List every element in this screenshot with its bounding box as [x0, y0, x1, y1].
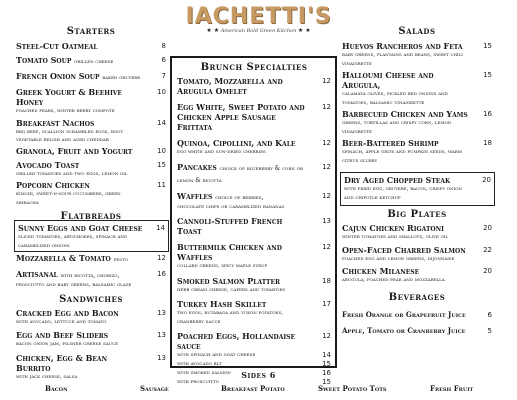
menu-item — [177, 76, 331, 96]
option-price: 16 — [322, 369, 331, 377]
menu-item — [18, 223, 165, 250]
item-name: Popcorn Chicken — [16, 180, 90, 190]
item-description: grilled tomatoes and two eggs, lemon oil — [16, 170, 128, 177]
item-name: Tomato, Mozzarella and Arugula Omelet — [177, 76, 283, 96]
item-name: Fresh Orange or Grapefruit Juice — [342, 309, 466, 319]
menu-item — [16, 87, 166, 116]
item-price: 12 — [322, 191, 331, 200]
item-name: Breakfast Nachos — [16, 117, 95, 128]
item-price: 13 — [157, 353, 166, 362]
menu-item — [16, 253, 166, 265]
item-price: 12 — [322, 139, 331, 147]
item-price: 12 — [322, 162, 331, 171]
menu-item — [177, 299, 331, 326]
menu-item — [16, 308, 166, 327]
menu-item — [16, 180, 166, 207]
item-name: Poached Eggs, Hollandaise sauce — [177, 331, 296, 351]
item-price: 13 — [322, 217, 331, 225]
menu-item — [342, 266, 492, 285]
item-description: with fried egg, gruyere, bacon, crispy onion and chipotle ketchup — [344, 186, 462, 201]
benedict-option: with avocado blt 15 — [177, 360, 331, 368]
menu-item — [16, 330, 166, 349]
item-name: Smoked Salmon Platter — [177, 275, 281, 286]
item-name: Quinoa, Cipollini, and Kale — [177, 138, 296, 148]
item-price: 12 — [322, 103, 331, 111]
salads-heading: Salads — [398, 26, 436, 37]
item-price: 14 — [156, 224, 165, 232]
item-name: Dry Aged Chopped Steak — [344, 175, 451, 185]
item-price: 12 — [157, 254, 166, 262]
item-name: Huevos Rancheros and Feta — [342, 41, 463, 51]
item-name: Turkey Hash Skillet — [177, 299, 267, 309]
menu-item — [16, 55, 166, 67]
menu-item — [177, 191, 331, 212]
item-description: sliced tomatoes, artichokes, spinach and caramelized onions — [18, 234, 128, 249]
item-description: bacon onion jam, pilsner cheese sauce — [16, 341, 119, 347]
item-name: Pancakes choice of blueberry & corn or lemon & ricotta — [177, 161, 304, 184]
item-name: Cannoli-Stuffed French Toast — [177, 216, 283, 236]
item-name: Open-Faced Charred Salmon — [342, 244, 466, 255]
item-price: 16 — [157, 270, 166, 278]
item-description: prosciutto and baby greens, balsamic glaze — [16, 282, 132, 288]
item-name: Chicken Milanese — [342, 266, 420, 276]
restaurant-tagline: American Bold Green Kitchen — [220, 28, 297, 34]
item-price: 6 — [161, 56, 166, 64]
item-price: 12 — [322, 243, 331, 251]
menu-item — [177, 276, 331, 295]
featured-flatbread-box — [14, 220, 169, 252]
item-name: Greek Yogurt & Beehive Honey — [16, 87, 123, 107]
sandwiches-heading: Sandwiches — [59, 293, 123, 305]
item-name: Egg White, Sweet Potato and Chicken Apple Sausage Frittata — [177, 102, 305, 132]
side-item: Breakfast Potato — [221, 384, 285, 393]
item-price: 12 — [322, 77, 331, 85]
right-column-lower — [342, 208, 492, 336]
item-description: herb cream cheese, capers and tomatoes — [177, 286, 286, 293]
item-name: Beer-Battered Shrimp — [342, 138, 439, 148]
item-price: 14 — [157, 118, 166, 127]
item-name: Artisanal with ricotta, chorizo, — [16, 269, 120, 279]
item-description: baby greens, plantains and beans, sweet chili vinaigrette — [342, 52, 463, 67]
menu-item — [342, 326, 492, 336]
item-price: 13 — [157, 308, 166, 317]
item-description: spinach, apple grits and pumpkin seeds, warm citrus slurry — [342, 149, 462, 164]
item-description: with avocado, lettuce and tomato — [16, 318, 107, 325]
right-column — [342, 24, 492, 165]
item-name: Halloumi Cheese and Arugula, — [342, 70, 434, 90]
item-price: 20 — [483, 224, 492, 232]
left-column-lower — [16, 253, 166, 381]
featured-steak-box — [340, 172, 495, 206]
menu-item — [342, 245, 492, 264]
option-price: 15 — [322, 360, 331, 368]
benedict-option: with smoked salmon 16 — [177, 369, 331, 377]
item-price: 20 — [482, 176, 491, 184]
menu-item — [344, 175, 491, 202]
left-column — [16, 24, 166, 224]
item-price: 22 — [483, 245, 492, 254]
benedict-option: with proscuitto 15 — [177, 378, 331, 386]
menu-item — [16, 71, 166, 83]
side-item: Sausage — [140, 384, 169, 393]
benedict-option: with spinach and goat cheese 14 — [177, 351, 331, 359]
big-plates-heading: Big Plates — [387, 209, 447, 220]
item-price: 10 — [157, 146, 166, 155]
menu-item — [342, 109, 492, 136]
menu-item — [177, 138, 331, 157]
item-price: 11 — [157, 181, 166, 189]
item-price: 7 — [161, 72, 166, 80]
item-name: Cajun Chicken Rigatoni — [342, 223, 444, 233]
menu-item — [177, 162, 331, 186]
menu-item — [177, 102, 331, 132]
option-price: 14 — [322, 351, 331, 359]
beverages-heading: Beverages — [388, 291, 446, 303]
item-name: Tomato Soup grilled cheese — [16, 55, 114, 65]
item-name: Sunny Eggs and Goat Cheese — [18, 223, 143, 233]
item-price: 20 — [483, 267, 492, 275]
item-price: 17 — [322, 300, 331, 308]
menu-item — [16, 41, 166, 51]
item-name: Waffles choice of berries, — [177, 190, 264, 201]
menu-item — [16, 118, 166, 145]
item-description: two eggs, rutabaga and yukon potatoes, cranberry sauce — [177, 310, 283, 325]
item-name: Steel-Cut Oatmeal — [16, 41, 98, 51]
item-description: with jack cheese, salsa — [16, 373, 78, 380]
item-description: arugula, poached pear and mozzarella — [342, 277, 445, 283]
menu-item — [342, 138, 492, 165]
item-price: 12 — [322, 332, 331, 340]
item-name: Egg and Beef Sliders — [16, 330, 109, 340]
item-description: poached pears, winter berry compote — [16, 108, 115, 114]
item-name: Apple, Tomato or Cranberry Juice — [342, 325, 466, 335]
item-price: 8 — [161, 42, 166, 50]
flatbreads-heading: Flatbreads — [60, 211, 122, 222]
item-description: kimchi, sweet-n-sour cucumbers, green sriracha — [16, 191, 121, 206]
item-price: 18 — [483, 139, 492, 147]
side-item: Sweet Potato Tots — [318, 384, 387, 393]
item-name: Barbecued Chicken and Yams — [342, 109, 468, 119]
item-price: 16 — [483, 110, 492, 118]
menu-item — [177, 242, 331, 271]
item-description: chocolate chips or caramelized bananas — [177, 203, 285, 210]
item-price: 10 — [157, 88, 166, 96]
restaurant-name: IACHETTI'S — [185, 4, 332, 29]
star-icon-left: ★ ★ — [206, 27, 220, 34]
item-description: collard greens, spicy maple syrup — [177, 263, 268, 269]
star-icon-right: ★ ★ — [297, 27, 311, 34]
item-description: greens, tortillas and crispy corn, lemon vinaigrette — [342, 120, 452, 135]
item-price: 15 — [483, 42, 492, 50]
item-price: 15 — [157, 160, 166, 169]
item-price: 18 — [322, 276, 331, 285]
sides-row — [0, 383, 517, 395]
item-name: French Onion Soup baked gruyere — [16, 71, 141, 81]
starters-heading: Starters — [66, 26, 116, 37]
menu-item — [342, 41, 492, 68]
item-name: Chicken, Egg & Bean Burrito — [16, 352, 108, 373]
item-name: Granola, Fruit and Yogurt — [16, 145, 133, 156]
item-description: calamata olives, pickled red onions and tomatoes, balsamic vinaigrette — [342, 91, 448, 106]
item-description: winter tomatoes and shallots, olive oil — [342, 234, 449, 240]
item-name: Buttermilk Chicken and Waffles — [177, 242, 282, 262]
side-item: Fresh Fruit — [430, 384, 474, 393]
option-price: 15 — [322, 378, 331, 386]
item-description: poached egg and lemon greens, dijonnaise — [342, 255, 455, 262]
side-item: Bacon — [45, 384, 68, 393]
item-price: 6 — [487, 310, 492, 319]
item-description: bbq beef, scallion scrambled eggs, root vegetable relish and aged cheddar — [16, 128, 124, 143]
item-price: 5 — [487, 326, 492, 335]
menu-item — [177, 216, 331, 236]
menu-item — [16, 269, 166, 290]
sides-heading: Sides 6 — [241, 370, 276, 380]
brunch-heading: Brunch Specialties — [200, 62, 308, 73]
item-name: Mozzarella & Tomato pesto — [16, 253, 128, 263]
item-name: Avocado Toast — [16, 159, 80, 170]
menu-item — [342, 223, 492, 242]
item-price: 13 — [157, 331, 166, 339]
menu-item — [342, 70, 492, 107]
item-name: Cracked Egg and Bacon — [16, 307, 119, 318]
item-price: 15 — [483, 71, 492, 79]
menu-item — [177, 331, 331, 351]
menu-item — [16, 146, 166, 156]
item-description: egg white and sun-dried cherries — [177, 149, 266, 155]
menu-item — [342, 310, 492, 320]
menu-item — [16, 160, 166, 179]
